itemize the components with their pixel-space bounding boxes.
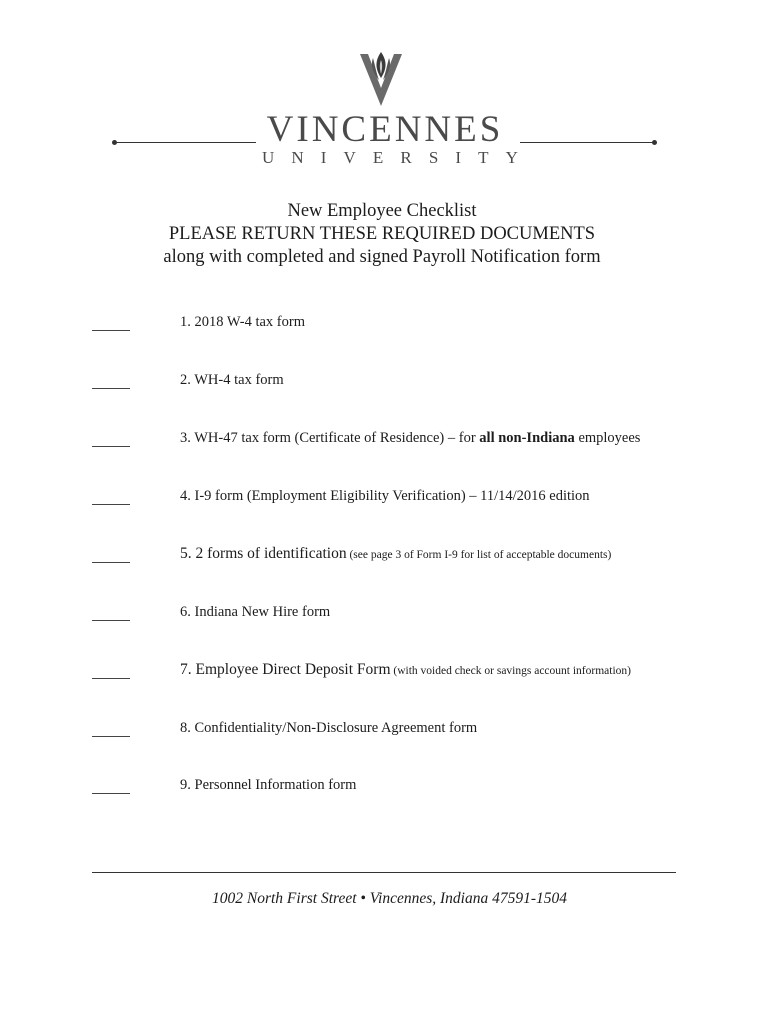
checklist-item-text xyxy=(180,718,477,738)
checklist-item xyxy=(92,312,742,336)
subtitle-letter: Y xyxy=(505,148,518,167)
university-subtitle xyxy=(262,148,518,168)
checklist-item xyxy=(92,602,742,626)
checkoff-blank-line[interactable] xyxy=(92,678,130,679)
checkoff-blank-line[interactable] xyxy=(92,620,130,621)
footer-address: 1002 North First Street • Vincennes, Indiana 47591-1504 xyxy=(212,890,568,907)
checklist-item-text xyxy=(180,602,330,622)
item-label: 5. 2 forms of identification xyxy=(180,545,347,562)
item-label: 8. Confidentiality/Non-Disclosure Agreement form xyxy=(180,720,478,736)
checklist-item-text xyxy=(180,775,356,795)
item-label: 9. Personnel Information form xyxy=(180,777,357,793)
checklist-item-text xyxy=(180,312,305,332)
subtitle-letter: S xyxy=(428,148,439,167)
subtitle-letter: I xyxy=(320,148,327,167)
university-flame-logo-icon xyxy=(356,48,406,108)
checkoff-blank-line[interactable] xyxy=(92,388,130,389)
subtitle-letter: R xyxy=(400,148,412,167)
checklist-item xyxy=(92,486,742,510)
checklist-item xyxy=(92,544,742,568)
subtitle-letter: E xyxy=(372,148,384,167)
item-note: (with voided check or savings account information) xyxy=(390,665,631,677)
checkoff-blank-line[interactable] xyxy=(92,504,130,505)
checklist-item xyxy=(92,775,742,799)
checklist-item-text xyxy=(180,370,284,390)
item-label: 7. Employee Direct Deposit Form xyxy=(180,661,391,678)
checkoff-blank-line[interactable] xyxy=(92,793,130,794)
item-note: (see page 3 of Form I-9 for list of acceptable documents) xyxy=(346,549,612,561)
item-label: 6. Indiana New Hire form xyxy=(180,604,331,620)
item-label-suffix: employees xyxy=(574,430,641,446)
checkoff-blank-line[interactable] xyxy=(92,736,130,737)
checklist-item xyxy=(92,370,742,394)
checklist-item xyxy=(92,660,742,684)
subtitle-letter: T xyxy=(478,148,489,167)
subtitle-letter: I xyxy=(455,148,462,167)
item-label: 3. WH-47 tax form (Certificate of Residence) – for xyxy=(180,430,480,446)
checklist-heading xyxy=(0,200,770,269)
item-label: 1. 2018 W-4 tax form xyxy=(180,314,305,330)
checklist-item-text xyxy=(180,428,640,448)
footer-divider xyxy=(92,872,676,873)
item-emphasis: all non-Indiana xyxy=(479,430,575,446)
subtitle-letter: V xyxy=(343,148,356,167)
university-wordmark: VINCENNES xyxy=(266,109,504,150)
checklist-instruction-detail: along with completed and signed Payroll Notification form xyxy=(163,247,601,267)
checklist-item-text xyxy=(180,660,631,681)
checklist-item-text xyxy=(180,486,590,506)
checklist-item xyxy=(92,428,742,452)
item-label: 2. WH-4 tax form xyxy=(180,372,284,388)
checklist-item xyxy=(92,718,742,742)
checklist-instruction: PLEASE RETURN THESE REQUIRED DOCUMENTS xyxy=(168,224,596,244)
checklist-item-text xyxy=(180,544,611,565)
checkoff-blank-line[interactable] xyxy=(92,446,130,447)
checkoff-blank-line[interactable] xyxy=(92,330,130,331)
subtitle-letter: N xyxy=(291,148,304,167)
checklist-title: New Employee Checklist xyxy=(287,201,477,221)
subtitle-letter: U xyxy=(262,148,275,167)
item-label: 4. I-9 form (Employment Eligibility Verification) – 11/14/2016 edition xyxy=(180,488,590,504)
checkoff-blank-line[interactable] xyxy=(92,562,130,563)
